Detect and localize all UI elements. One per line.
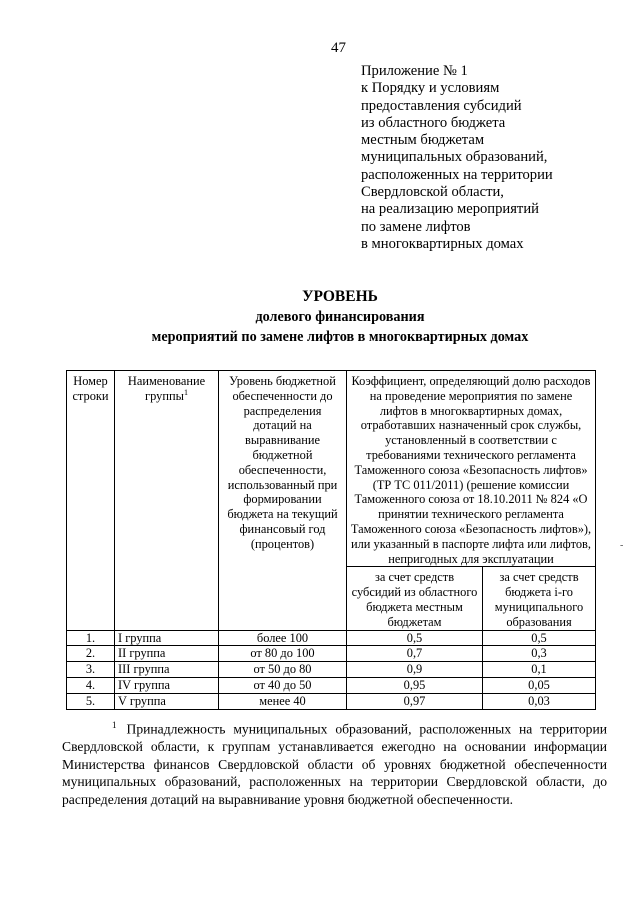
appendix-line: из областного бюджета (361, 114, 506, 131)
appendix-line: расположенных на территории (361, 166, 553, 183)
header-municipal-budget: за счет средств бюджета i-го муниципального образования (483, 567, 596, 630)
row-regional-share: 0,7 (347, 646, 483, 662)
header-regional-subsidy: за счет средств субсидий из областного бюджета местным бюджетам (347, 567, 483, 630)
row-number: 5. (67, 693, 115, 709)
title-line-2: долевого финансирования (255, 309, 425, 325)
footnote (62, 717, 607, 808)
row-municipal-share: 0,03 (483, 693, 596, 709)
title-line-1: УРОВЕНЬ (302, 288, 378, 305)
row-regional-share: 0,9 (347, 662, 483, 678)
row-regional-share: 0,97 (347, 693, 483, 709)
row-group: II группа (115, 646, 219, 662)
table-row (67, 646, 596, 662)
row-group: I группа (115, 630, 219, 646)
row-number: 3. (67, 662, 115, 678)
row-regional-share: 0,5 (347, 630, 483, 646)
row-group: V группа (115, 693, 219, 709)
title-line-3: мероприятий по замене лифтов в многоквартирных домах (151, 329, 529, 345)
appendix-line: местным бюджетам (361, 132, 485, 149)
row-group: III группа (115, 662, 219, 678)
row-regional-share: 0,95 (347, 677, 483, 693)
row-number: 1. (67, 630, 115, 646)
row-level: более 100 (219, 630, 347, 646)
row-group: IV группа (115, 677, 219, 693)
row-number: 2. (67, 646, 115, 662)
page-number: 47 (331, 40, 346, 56)
row-level: от 80 до 100 (219, 646, 347, 662)
appendix-line: на реализацию мероприятий (361, 201, 539, 218)
appendix-line: по замене лифтов (361, 218, 471, 235)
row-municipal-share: 0,1 (483, 662, 596, 678)
header-row-number: Номер строки (67, 371, 115, 631)
edge-mark: - (620, 540, 624, 551)
row-level: менее 40 (219, 693, 347, 709)
row-level: от 40 до 50 (219, 677, 347, 693)
row-municipal-share: 0,5 (483, 630, 596, 646)
row-municipal-share: 0,3 (483, 646, 596, 662)
header-budget-level: Уровень бюджетной обеспеченности до распределения дотаций на выравнивание бюджетной обеспеченности, использованный при формировании бюджета на текущий финансовый год (процентов) (219, 371, 347, 631)
appendix-line: Приложение № 1 (361, 63, 468, 79)
footnote-text: Принадлежность муниципальных образований, расположенных на территории Свердловской области, к группам устанавливается ежегодно на основании информации Министерства финансов Свердловской области об уровнях бюджетной обеспеченности муниципальных образований, расположенных на территории Свердловской области, до распределения дотаций на выравнивание уровня бюджетной обеспеченности. (62, 721, 607, 807)
appendix-line: Свердловской области, (361, 184, 504, 201)
appendix-line: муниципальных образований, (361, 149, 548, 166)
row-municipal-share: 0,05 (483, 677, 596, 693)
table-row (67, 693, 596, 709)
table-row (67, 630, 596, 646)
table-row (67, 662, 596, 678)
footnote-ref: 1 (183, 387, 188, 397)
header-coefficient: Коэффициент, определяющий долю расходов на проведение мероприятия по замене лифтов в многоквартирных домах, отработавших назначенный срок службы, установленный в соответствии с требованиями технического регламента Таможенного союза «Безопасность лифтов» (ТР ТС 011/2011) (решение комиссии Таможенного союза от 18.10.2011 № 824 «О принятии технического регламента Таможенного союза «Безопасность лифтов»), или указанный в паспорте лифта или лифтов, непригодных для эксплуатации (347, 371, 596, 567)
footnote-mark: 1 (112, 720, 117, 730)
appendix-line: в многоквартирных домах (361, 235, 524, 252)
row-level: от 50 до 80 (219, 662, 347, 678)
document-title (0, 287, 640, 347)
appendix-reference (361, 63, 621, 253)
header-group-name: Наименование группы$^1$ (115, 371, 219, 631)
table-row (67, 677, 596, 693)
cofinancing-table (66, 370, 596, 710)
appendix-line: к Порядку и условиям (361, 80, 500, 97)
appendix-line: предоставления субсидий (361, 97, 522, 114)
row-number: 4. (67, 677, 115, 693)
